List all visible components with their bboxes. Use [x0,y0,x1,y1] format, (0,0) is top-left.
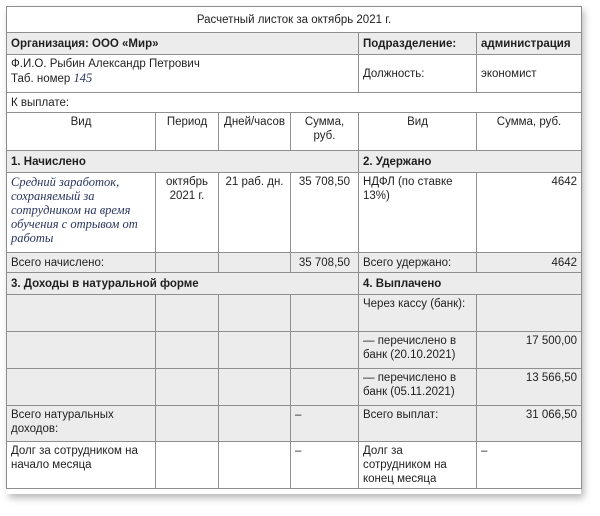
header-vid: Вид [7,113,156,151]
paid-bank1-label: — перечислено в банк (20.10.2021) [359,332,477,369]
withheld-item-name: НДФЛ (по ставке 13%) [359,173,477,253]
header-sum: Сумма, руб. [291,113,359,151]
empty-cell [156,406,219,442]
empty-cell [156,332,219,369]
empty-cell [7,295,156,332]
department-value: администрация [477,33,582,55]
section-accrued: 1. Начислено [7,151,359,173]
header-sum-right: Сумма, руб. [477,113,582,151]
header-period: Период [156,113,219,151]
accrued-total-label: Всего начислено: [7,253,156,273]
empty-cell [291,369,359,406]
empty-cell [291,332,359,369]
organization-label: Организация: ООО «Мир» [7,33,359,55]
natural-debt-label: Долг за сотрудником на начало месяца [7,442,156,489]
accrued-total-sum: 35 708,50 [291,253,359,273]
paid-bank2-label: — перечислено в банк (05.11.2021) [359,369,477,406]
empty-cell [219,442,291,489]
paid-bank2-sum: 13 566,50 [477,369,582,406]
paid-bank1-sum: 17 500,00 [477,332,582,369]
empty-cell [219,295,291,332]
header-vid-right: Вид [359,113,477,151]
section-natural: 3. Доходы в натуральной форме [7,273,359,295]
accrued-item-period: октябрь 2021 г. [156,173,219,253]
payslip-sheet [6,6,581,494]
section-paid: 4. Выплачено [359,273,582,295]
paid-debt-label: Долг за сотрудником на конец месяца [359,442,477,489]
empty-cell [219,406,291,442]
payslip-table [6,6,582,489]
empty-cell [156,295,219,332]
empty-cell [219,369,291,406]
withheld-item-sum: 4642 [477,173,582,253]
tab-number-label: Таб. номер [11,73,71,85]
paid-total-sum: 31 066,50 [477,406,582,442]
empty-cell [219,253,291,273]
tab-number-line [11,71,354,86]
empty-cell [156,442,219,489]
natural-total-label: Всего натуральных доходов: [7,406,156,442]
empty-cell [156,369,219,406]
empty-cell [7,369,156,406]
tab-number-value: 145 [73,71,93,85]
employee-fio: Ф.И.О. Рыбин Александр Петрович [11,58,200,70]
paid-total-label: Всего выплат: [359,406,477,442]
to-pay-label: К выплате: [7,93,582,113]
natural-debt-sum: – [291,442,359,489]
position-label: Должность: [359,55,477,93]
natural-total-sum: – [291,406,359,442]
department-label: Подразделение: [359,33,477,55]
section-withheld: 2. Удержано [359,151,582,173]
position-value: экономист [477,55,582,93]
empty-cell [156,253,219,273]
paid-debt-sum: – [477,442,582,489]
empty-cell [219,332,291,369]
accrued-item-name: Средний заработок, сохраняемый за сотрудником на время обучения с отрывом от работы [7,173,156,253]
accrued-item-days: 21 раб. дн. [219,173,291,253]
empty-cell [477,295,582,332]
payslip-title: Расчетный листок за октябрь 2021 г. [7,7,582,33]
empty-cell [291,295,359,332]
paid-cash-label: Через кассу (банк): [359,295,477,332]
empty-cell [7,332,156,369]
accrued-item-sum: 35 708,50 [291,173,359,253]
employee-info [7,55,359,93]
header-days: Дней/часов [219,113,291,151]
withheld-total-sum: 4642 [477,253,582,273]
withheld-total-label: Всего удержано: [359,253,477,273]
